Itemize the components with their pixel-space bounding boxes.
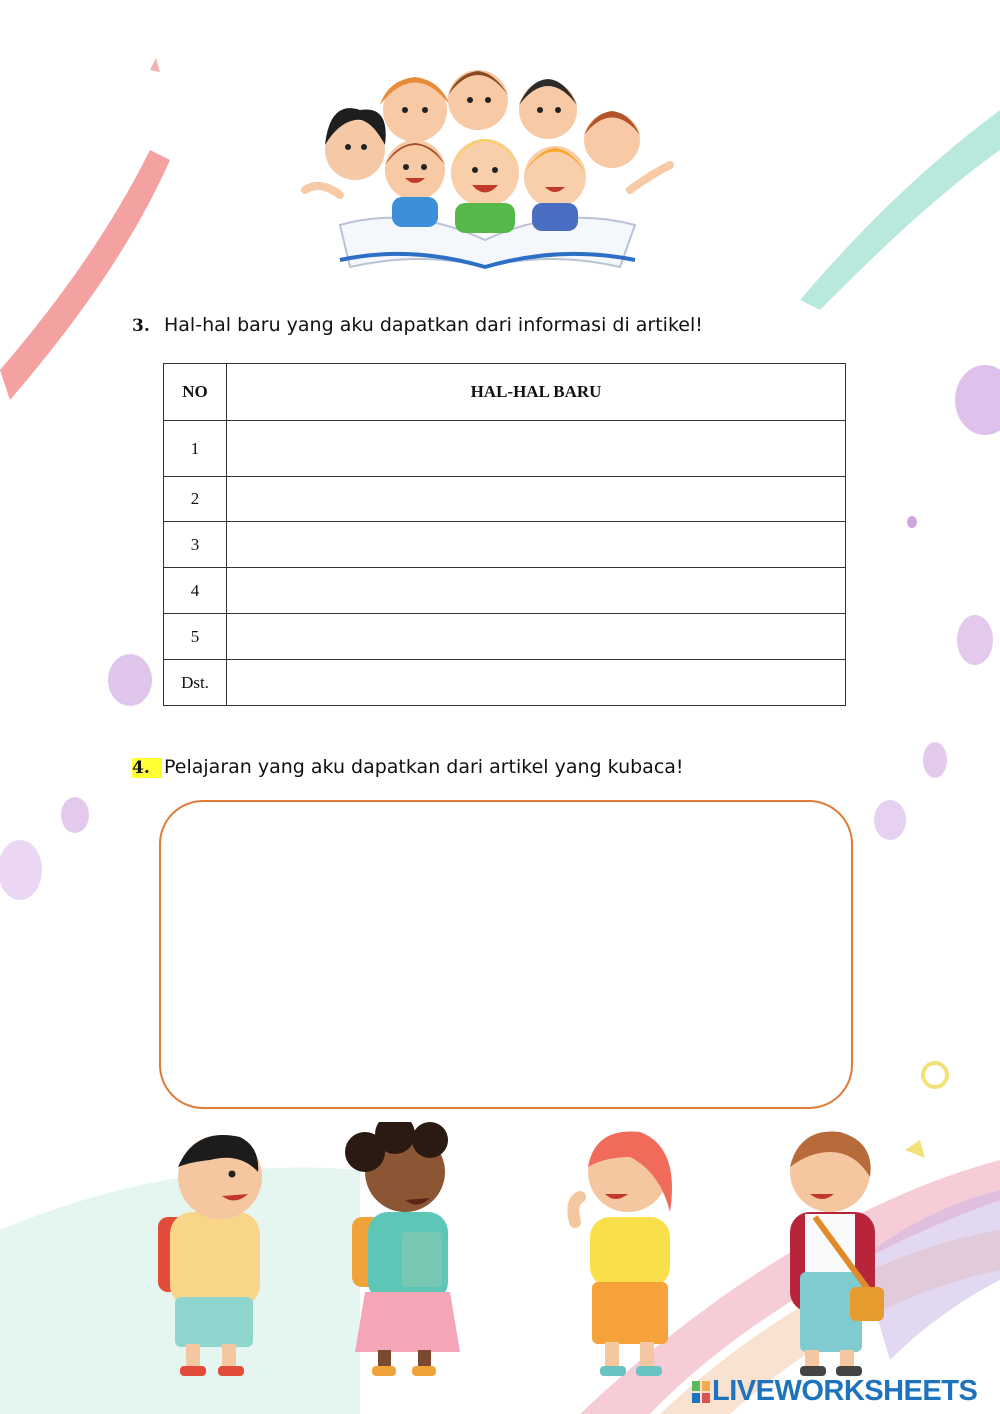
answer-cell[interactable] <box>227 614 846 660</box>
brand-text: LIVEWORKSHEETS <box>712 1375 978 1407</box>
row-number: 4 <box>164 568 227 614</box>
row-number: 2 <box>164 477 227 522</box>
row-number: 5 <box>164 614 227 660</box>
question-4-number: 4. <box>132 758 162 778</box>
question-3-text: Hal-hal baru yang aku dapatkan dari informasi di artikel! <box>164 314 703 336</box>
kid-girl-waving <box>573 1131 672 1376</box>
new-things-table <box>163 363 846 706</box>
liveworksheets-logo <box>692 1376 977 1406</box>
column-header-no: NO <box>164 364 227 421</box>
question-4 <box>132 756 684 778</box>
answer-cell[interactable] <box>227 421 846 477</box>
answer-cell[interactable] <box>227 568 846 614</box>
table-row <box>164 477 846 522</box>
question-3 <box>132 314 703 336</box>
table-row <box>164 614 846 660</box>
kid-boy-backpack <box>158 1135 262 1376</box>
row-number: 3 <box>164 522 227 568</box>
row-number: Dst. <box>164 660 227 706</box>
table-row <box>164 660 846 706</box>
kid-boy-satchel <box>790 1131 884 1376</box>
answer-cell[interactable] <box>227 477 846 522</box>
answer-cell[interactable] <box>227 522 846 568</box>
children-reading-book-illustration <box>300 55 675 275</box>
column-header-hal-hal-baru: HAL-HAL BARU <box>227 364 846 421</box>
lesson-answer-box[interactable] <box>159 800 853 1109</box>
school-kids-illustration <box>150 1122 890 1384</box>
row-number: 1 <box>164 421 227 477</box>
question-4-text: Pelajaran yang aku dapatkan dari artikel yang kubaca! <box>164 756 684 778</box>
table-header-row <box>164 364 846 421</box>
table-row <box>164 522 846 568</box>
table-row <box>164 568 846 614</box>
liveworksheets-icon <box>692 1381 710 1403</box>
question-3-number: 3. <box>132 316 150 336</box>
kid-girl-book <box>345 1122 460 1376</box>
answer-cell[interactable] <box>227 660 846 706</box>
table-row <box>164 421 846 477</box>
